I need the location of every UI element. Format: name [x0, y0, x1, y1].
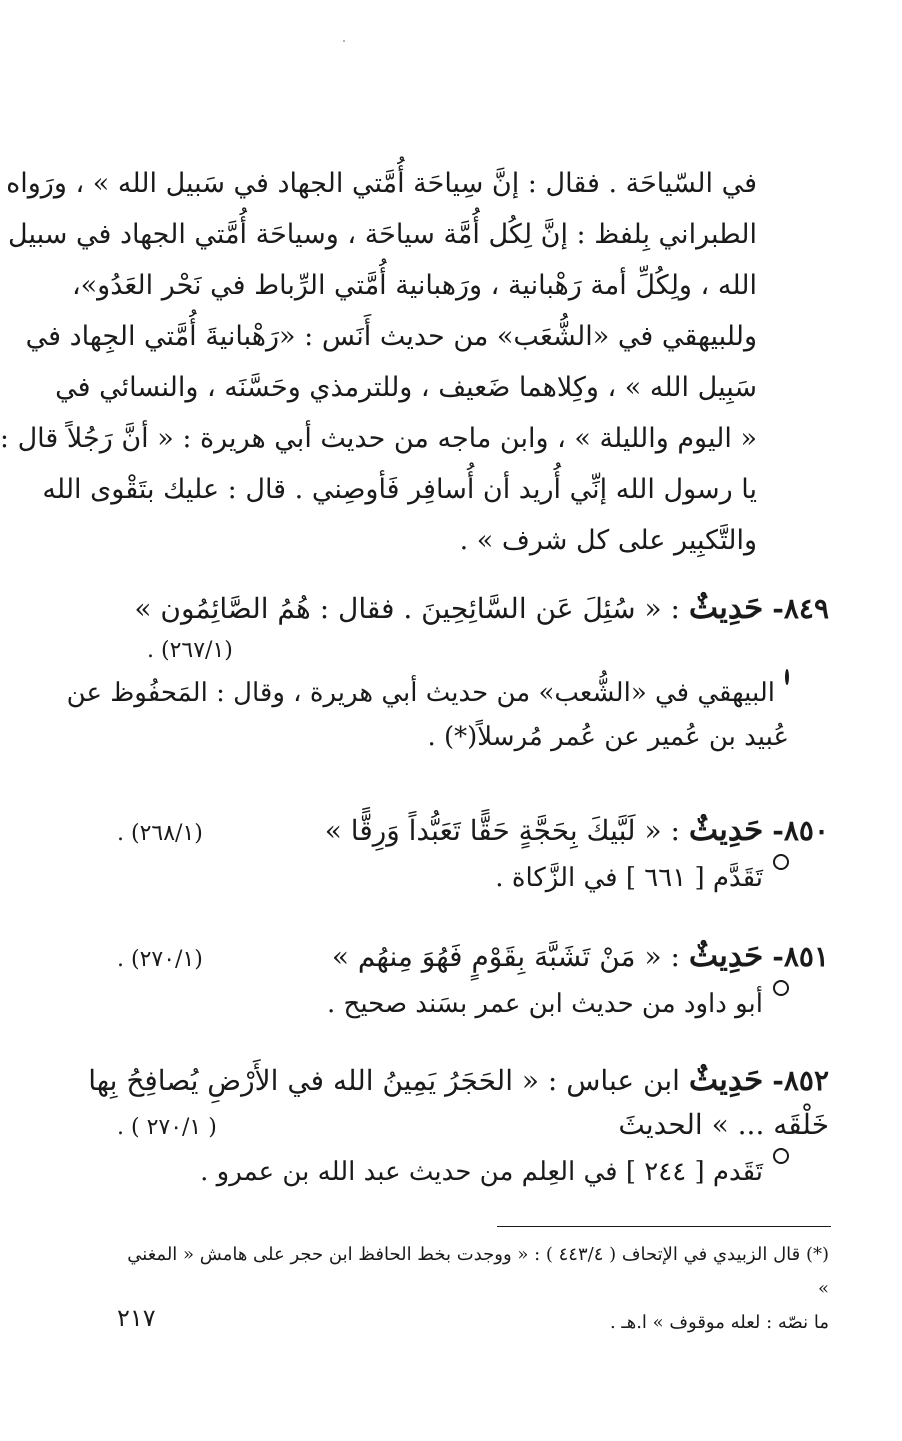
hadith-heading: [88, 1058, 829, 1103]
circle-bullet-icon: [773, 1148, 789, 1164]
text-line: الطبراني بِلفظ : إنَّ لِكُل أُمَّة سياحَة ، وسياحَة أُمَّتي الجهاد في سبيل: [8, 219, 757, 250]
hadith-number: ٨٥١-: [772, 940, 829, 973]
text-line: في السّياحَة . فقال : إنَّ سِياحَة أُمَّتي الجهاد في سَبيل الله » ، ورَواه: [6, 168, 757, 199]
hadith-note: [117, 1150, 789, 1194]
hadith-keyword: حَدِيثٌ: [688, 938, 764, 974]
text-line: سَبِيل الله » ، وكِلاهما ضَعيف ، وللترمذي وحَسَّنَه ، والنسائي في: [55, 372, 757, 403]
circle-bullet-icon: [773, 980, 789, 996]
footnote: [115, 1238, 829, 1340]
hadith-keyword: حَدِيثٌ: [688, 812, 764, 848]
hadith-keyword: حَدِيثٌ: [688, 590, 764, 626]
hadith-keyword: حَدِيثٌ: [688, 1062, 764, 1098]
hadith-text: : « لَبَّيكَ بِحَجَّةٍ حَقًّا تَعَبُّداً وَرِقًّا »: [324, 814, 680, 847]
hadith-reference: (٢٦٨/١) .: [117, 821, 203, 846]
note-text: تَقَدَّم [ ٦٦١ ] في الزَّكاة .: [495, 863, 763, 893]
footnote-line: (*) قال الزبيدي في الإتحاف ( ٤٤٣/٤ ) : « ووجدت بخط الحافظ ابن حجر على هامش « المغني »: [127, 1244, 829, 1299]
hadith-heading-cont: [117, 1103, 829, 1150]
page-number: ٢١٧: [117, 1304, 156, 1332]
note-text: أبو داود من حديث ابن عمر بسَند صحيح .: [327, 989, 763, 1019]
note-text: البيهقي في «الشُّعب» من حديث أبي هريرة ، وقال : المَحفُوظ عن: [66, 678, 775, 708]
hadith-note: [117, 982, 789, 1026]
intro-paragraph: [0, 158, 757, 566]
hadith-reference: (٢٧٠/١) .: [117, 947, 203, 972]
circle-bullet-icon: [785, 669, 789, 685]
hadith-note: [66, 671, 789, 715]
hadith-reference: ( ٢٧٠/١ ) .: [117, 1115, 217, 1140]
hadith-entry-849: [66, 586, 829, 759]
hadith-text: : « سُئِلَ عَن السَّائِحِينَ . فقال : هُمُ الصَّائِمُون »: [134, 592, 680, 625]
hadith-entry-852: [88, 1058, 829, 1194]
hadith-number: ٨٤٩-: [772, 592, 829, 625]
page-speck: [343, 40, 345, 42]
hadith-text: ابن عباس : « الحَجَرُ يَمِينُ الله في الأَرْضِ يُصافِحُ بِها: [88, 1064, 680, 1097]
hadith-reference: (٢٦٧/١) .: [147, 638, 233, 663]
hadith-heading: [117, 808, 829, 856]
hadith-number: ٨٥٠-: [772, 814, 829, 847]
note-text: تَقَدم [ ٢٤٤ ] في العِلم من حديث عبد الله بن عمرو .: [200, 1157, 763, 1187]
hadith-text: : « مَنْ تَشَبَّهَ بِقَوْمٍ فَهُوَ مِنهُم »: [331, 940, 680, 973]
circle-bullet-icon: [773, 854, 789, 870]
hadith-entry-850: [117, 808, 829, 900]
hadith-text-cont: خَلْقَه ... » الحديثَ: [618, 1108, 829, 1141]
text-line: « اليوم والليلة » ، وابن ماجه من حديث أبي هريرة : « أنَّ رَجُلاً قال :: [0, 423, 757, 454]
hadith-entry-851: [117, 934, 829, 1026]
text-line: يا رسول الله إنِّي أُريد أن أُسافِر فَأوصِني . قال : عليك بتَقْوى الله: [42, 474, 757, 505]
hadith-heading: [117, 934, 829, 982]
note-text: عُبيد بن عُمير عن عُمر مُرسلاً(*) .: [427, 722, 789, 752]
hadith-note: [117, 856, 789, 900]
text-line: الله ، ولِكُلِّ أمة رَهْبانية ، ورَهبانية أُمَّتي الرِّباط في نَحْر العَدُو»،: [71, 270, 757, 301]
footnote-line: ما نصّه : لعله موقوف » ا.هـ .: [609, 1312, 829, 1333]
text-line: وللبيهقي في «الشُّعَب» من حديث أَنَس : «رَهْبانيةَ أُمَّتي الجِهاد في: [25, 321, 757, 352]
hadith-number: ٨٥٢-: [772, 1064, 829, 1097]
footnote-divider: [497, 1226, 831, 1227]
text-line: والتَّكبِير على كل شرف » .: [459, 525, 757, 556]
hadith-heading: [117, 586, 829, 631]
